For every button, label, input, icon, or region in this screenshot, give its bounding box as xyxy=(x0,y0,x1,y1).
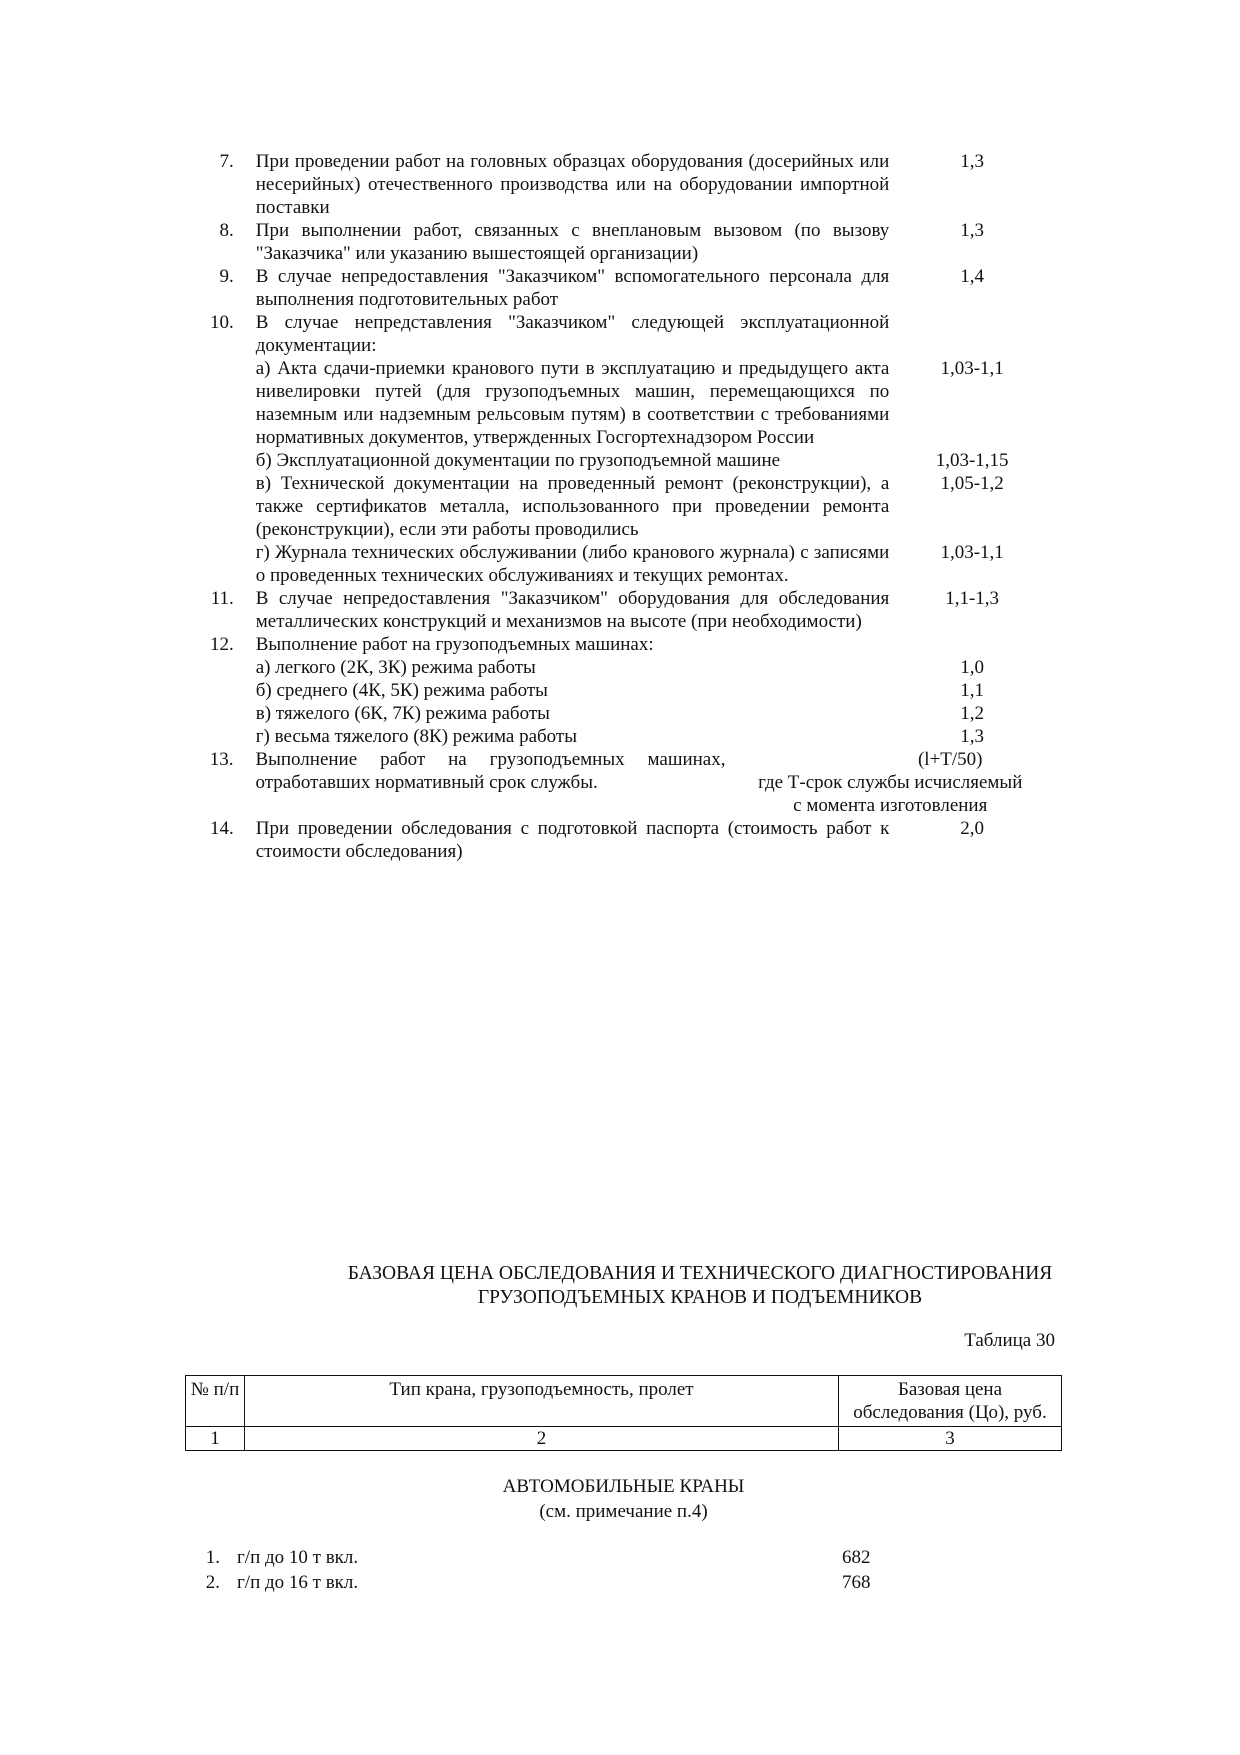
list-item xyxy=(185,1570,1062,1595)
item-text: г/п до 10 т вкл. xyxy=(237,1547,359,1568)
row-number xyxy=(185,702,256,725)
row-text: б) среднего (4К, 5К) режима работы xyxy=(255,680,548,701)
row-value: 1,05-1,2 xyxy=(940,473,1004,494)
row-text: б) Эксплуатационной документации по грузоподъемной машине xyxy=(255,450,781,471)
row-value xyxy=(889,633,1055,656)
row13-formula: (l+T/50) xyxy=(917,749,983,770)
list-item xyxy=(185,1545,1062,1570)
coef-row xyxy=(185,679,1055,702)
row-number: 13. xyxy=(209,749,234,770)
row-value: 1,3 xyxy=(960,726,985,747)
coef-row xyxy=(185,587,1055,633)
item-number: 2. xyxy=(205,1572,220,1593)
coef-row xyxy=(185,449,1055,472)
row-text: В случае непредоставления "Заказчиком" оборудования для обследования металлических конструкций и механизмов на высоте (при необходимости) xyxy=(255,588,890,632)
coef-row xyxy=(185,472,1055,541)
header-col-price: Базовая цена обследования (Цо), руб. xyxy=(839,1376,1062,1427)
row-value: 1,1 xyxy=(960,680,985,701)
row-text: г) Журнала технических обслуживании (либо кранового журнала) с записями о проведенных технических обслуживаниях и текущих ремонтах. xyxy=(255,542,890,586)
column-index: 1 xyxy=(186,1427,245,1451)
coef-row xyxy=(185,357,1055,449)
row-text: а) легкого (2К, 3К) режима работы xyxy=(255,657,536,678)
coef-row xyxy=(185,725,1055,748)
coef-row xyxy=(185,311,1055,357)
section-title xyxy=(160,1262,1240,1310)
row-text: В случае непредоставления "Заказчиком" вспомогательного персонала для выполнения подготовительных работ xyxy=(255,266,890,310)
header-col-type: Тип крана, грузоподъемность, пролет xyxy=(245,1376,839,1427)
item-price: 768 xyxy=(842,1572,871,1593)
row-number: 7. xyxy=(219,151,234,172)
row-number xyxy=(185,541,256,587)
coefficient-list xyxy=(185,150,1055,863)
row-number xyxy=(185,449,256,472)
row-number xyxy=(185,725,256,748)
column-index: 2 xyxy=(245,1427,839,1451)
category-note: (см. примечание п.4) xyxy=(539,1501,708,1522)
price-list xyxy=(185,1545,1062,1595)
row13-note-line2: с момента изготовления xyxy=(793,795,988,816)
item-number: 1. xyxy=(205,1547,220,1568)
row-text: г) весьма тяжелого (8К) режима работы xyxy=(255,726,577,747)
coef-row xyxy=(185,265,1055,311)
row-text: в) тяжелого (6К, 7К) режима работы xyxy=(255,703,550,724)
row-value: 1,3 xyxy=(960,220,985,241)
row-number: 9. xyxy=(219,266,234,287)
row-number: 12. xyxy=(209,634,234,655)
row-value xyxy=(889,311,1055,357)
coef-row xyxy=(185,541,1055,587)
row-text: При выполнении работ, связанных с внеплановым вызовом (по вызову "Заказчика" или указанию вышестоящей организации) xyxy=(255,220,890,264)
row-text: а) Акта сдачи-приемки кранового пути в эксплуатацию и предыдущего акта нивелировки путей (для грузоподъемных машин, перемещающихся по наземным или надземным рельсовым путям) в соответствии с требованиями нормативных документов, утвержденных Госгортехнадзором России xyxy=(255,358,890,448)
price-table-header xyxy=(185,1375,1062,1451)
row-value: 1,4 xyxy=(960,266,985,287)
row-text: При проведении работ на головных образцах оборудования (досерийных или несерийных) отечественного производства или на оборудовании импортной поставки xyxy=(255,151,890,218)
row13-note-line1: где Т-срок службы исчисляемый xyxy=(758,772,1023,793)
row-number: 8. xyxy=(219,220,234,241)
item-price: 682 xyxy=(842,1547,871,1568)
table-number: Таблица 30 xyxy=(964,1330,1055,1351)
coef-row xyxy=(185,150,1055,219)
row-value: 1,03-1,1 xyxy=(940,542,1004,563)
header-col-number: № п/п xyxy=(186,1376,245,1427)
row13-formula-block xyxy=(725,748,1055,817)
row-number: 11. xyxy=(210,588,234,609)
title-line-2: ГРУЗОПОДЪЕМНЫХ КРАНОВ И ПОДЪЕМНИКОВ xyxy=(477,1287,923,1308)
coef-row-13 xyxy=(185,748,1055,817)
header-numbering-row xyxy=(186,1427,1062,1451)
row-number xyxy=(185,357,256,449)
row-text: В случае непредставления "Заказчиком" следующей эксплуатационной документации: xyxy=(255,312,890,356)
coef-row xyxy=(185,702,1055,725)
row-text: При проведении обследования с подготовкой паспорта (стоимость работ к стоимости обследования) xyxy=(255,818,890,862)
category-heading xyxy=(185,1474,1062,1524)
row-value: 1,03-1,15 xyxy=(935,450,1009,471)
row-value: 1,3 xyxy=(960,151,985,172)
row-number: 10. xyxy=(209,312,234,333)
item-text: г/п до 16 т вкл. xyxy=(237,1572,359,1593)
row-number xyxy=(185,472,256,541)
row-value: 1,03-1,1 xyxy=(940,358,1004,379)
header-row xyxy=(186,1376,1062,1427)
row-text: Выполнение работ на грузоподъемных машинах, отработавших нормативный срок службы. xyxy=(255,749,726,793)
row-number xyxy=(185,656,256,679)
coef-row xyxy=(185,656,1055,679)
row-number: 14. xyxy=(209,818,234,839)
column-index: 3 xyxy=(839,1427,1062,1451)
row-value: 2,0 xyxy=(960,818,985,839)
row-text: Выполнение работ на грузоподъемных машинах: xyxy=(255,634,654,655)
row-value: 1,2 xyxy=(960,703,985,724)
row-number xyxy=(185,679,256,702)
coef-row xyxy=(185,219,1055,265)
coef-row xyxy=(185,633,1055,656)
row-text: в) Технической документации на проведенный ремонт (реконструкции), а также сертификатов металла, использованного при проведении ремонта (реконструкции), если эти работы проводились xyxy=(255,473,890,540)
row-value: 1,1-1,3 xyxy=(945,588,1000,609)
category-title: АВТОМОБИЛЬНЫЕ КРАНЫ xyxy=(502,1476,745,1497)
title-line-1: БАЗОВАЯ ЦЕНА ОБСЛЕДОВАНИЯ И ТЕХНИЧЕСКОГО ДИАГНОСТИРОВАНИЯ xyxy=(347,1263,1053,1284)
coef-row-14 xyxy=(185,817,1055,863)
row-value: 1,0 xyxy=(960,657,985,678)
